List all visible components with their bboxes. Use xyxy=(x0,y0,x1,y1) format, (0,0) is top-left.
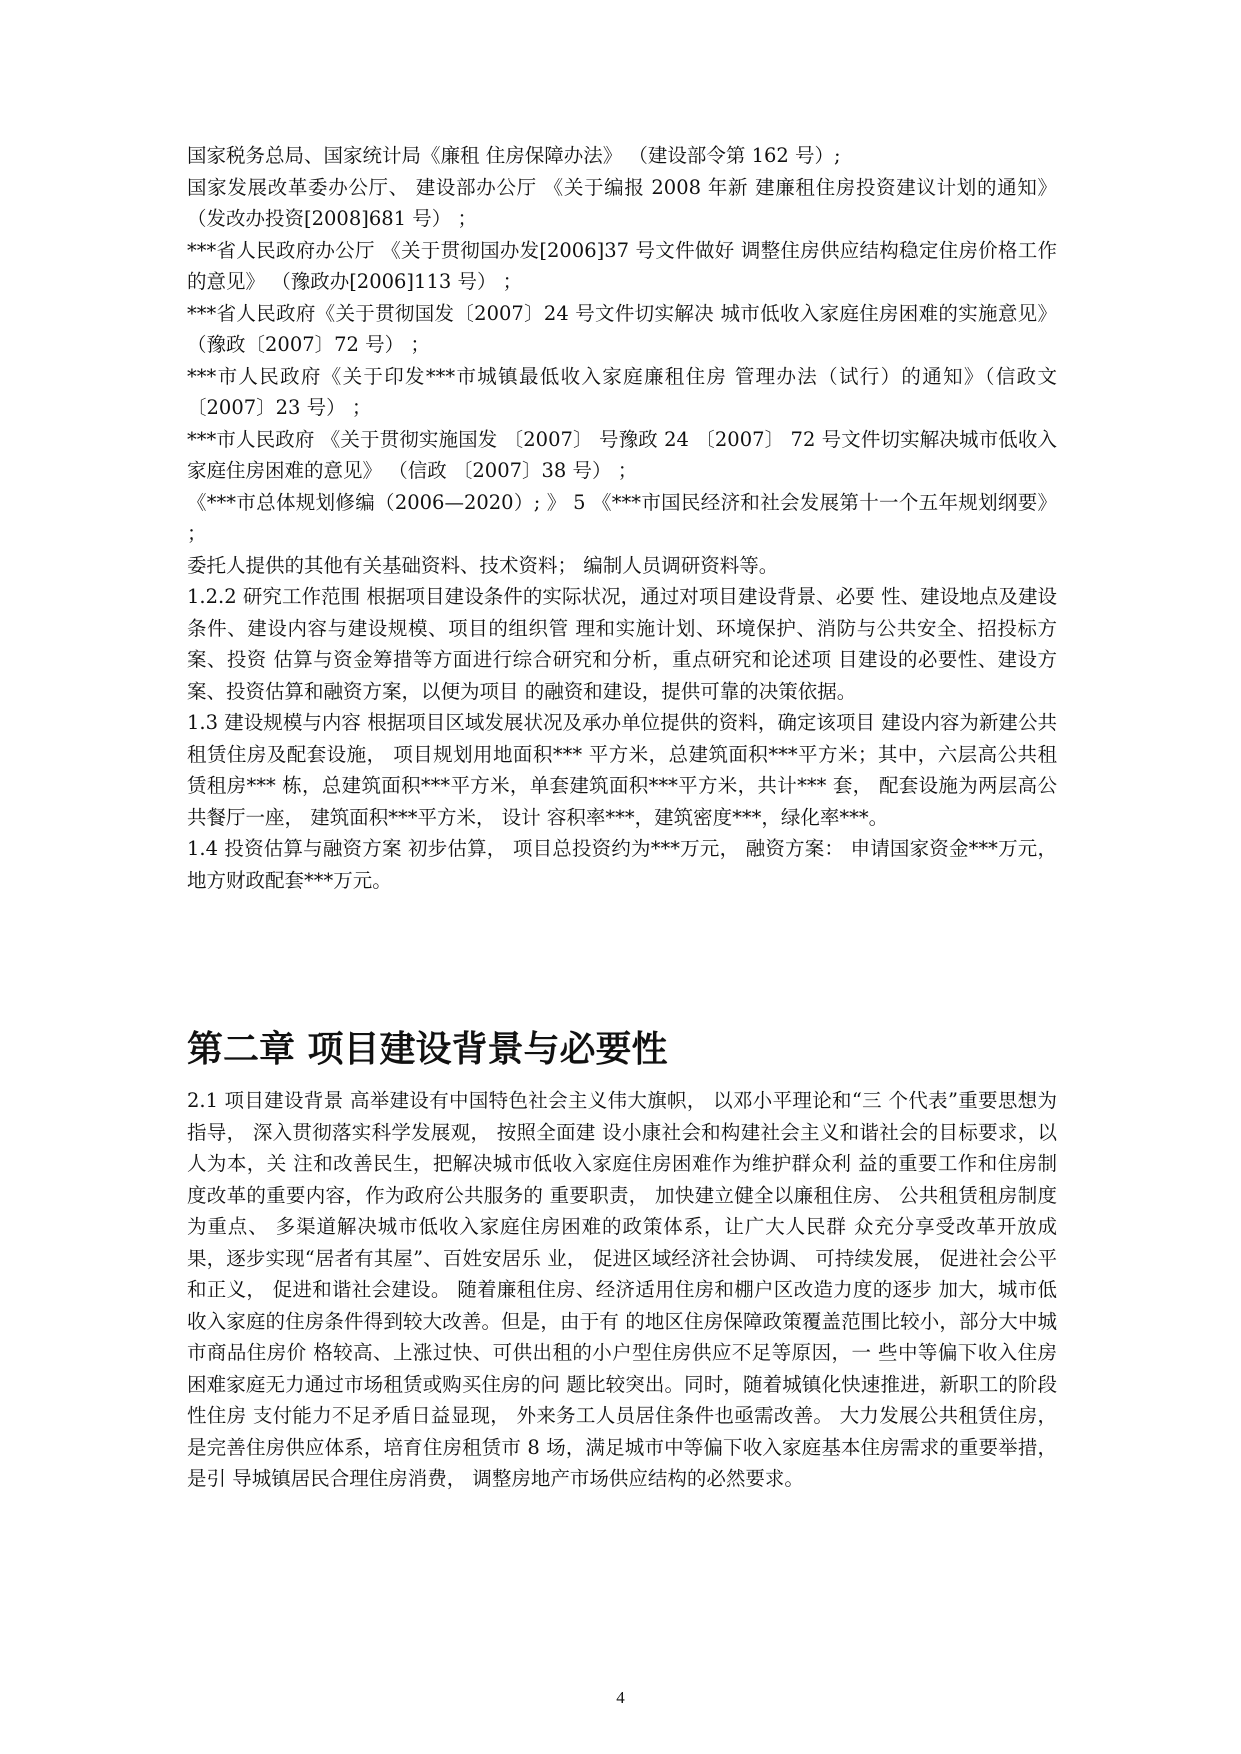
chapter-title: 第二章 项目建设背景与必要性 xyxy=(187,1029,668,1070)
section-paragraph-2-1: 2.1 项目建设背景 高举建设有中国特色社会主义伟大旗帜， 以邓小平理论和“三 个代表”重要思想为指导， 深入贯彻落实科学发展观， 按照全面建 设小康社会和构建社会主义和谐社会的目标要求，以人为本，关 注和改善民生，把解决城市低收入家庭住房困难作为维护群众利 益的重要工作和住房制度改革的重要内容，作为政府公共服务的 重要职责， 加快建立健全以廉租住房、 公共租赁租房制度为重点、 多渠道解决城市低收入家庭住房困难的政策体系，让广大人民群 众充分享受改革开放成果，逐步实现“居者有其屋”、百姓安居乐 业， 促进区域经济社会协调、 可持续发展， 促进社会公平和正义， 促进和谐社会建设。 随着廉租住房、经济适用住房和棚户区改造力度的逐步 加大，城市低收入家庭的住房条件得到较大改善。但是，由于有 的地区住房保障政策覆盖范围比较小，部分大中城市商品住房价 格较高、上涨过快、可供出租的小户型住房供应不足等原因，一 些中等偏下收入住房困难家庭无力通过市场租赁或购买住房的问 题比较突出。同时，随着城镇化快速推进，新职工的阶段性住房 支付能力不足矛盾日益显现， 外来务工人员居住条件也亟需改善。 大力发展公共租赁住房，是完善住房供应体系，培育住房租赁市 8 场，满足城市中等偏下收入家庭基本住房需求的重要举措，是引 导城镇居民合理住房消费， 调整房地产市场供应结构的必然要求。 xyxy=(187,1089,1057,1490)
reference-item: 委托人提供的其他有关基础资料、技术资料； 编制人员调研资料等。 xyxy=(187,553,779,577)
chapter-body-block xyxy=(187,1085,1057,1495)
reference-item: 国家税务总局、国家统计局《廉租 住房保障办法》 （建设部令第 162 号）; xyxy=(187,144,841,167)
reference-item: ***省人民政府办公厅 《关于贯彻国办发[2006]37 号文件做好 调整住房供应结构稳定住房价格工作的意见》 （豫政办[2006]113 号） ； xyxy=(187,238,1057,293)
body-text-block xyxy=(187,140,1057,896)
section-paragraph-1-4: 1.4 投资估算与融资方案 初步估算， 项目总投资约为***万元， 融资方案： 申请国家资金***万元，地方财政配套***万元。 xyxy=(187,837,1057,892)
reference-item: ***省人民政府《关于贯彻国发〔2007〕24 号文件切实解决 城市低收入家庭住房困难的实施意见》 （豫政〔2007〕72 号） ； xyxy=(187,301,1057,356)
reference-item: 《***市总体规划修编（2006—2020）; 》 5 《***市国民经济和社会发展第十一个五年规划纲要》 ； xyxy=(187,490,1057,545)
reference-item: 国家发展改革委办公厅、 建设部办公厅 《关于编报 2008 年新 建廉租住房投资建议计划的通知》 （发改办投资[2008]681 号） ； xyxy=(187,175,1057,230)
page-number: 4 xyxy=(616,1688,625,1707)
section-paragraph-1-2-2: 1.2.2 研究工作范围 根据项目建设条件的实际状况，通过对项目建设背景、必要 性、建设地点及建设条件、建设内容与建设规模、项目的组织管 理和实施计划、环境保护、消防与公共安全、招投标方案、投资 估算与资金筹措等方面进行综合研究和分析，重点研究和论述项 目建设的必要性、建设方案、投资估算和融资方案，以便为项目 的融资和建设，提供可靠的决策依据。 xyxy=(187,585,1057,703)
reference-item: ***市人民政府《关于印发***市城镇最低收入家庭廉租住房 管理办法（试行）的通知》（信政文〔2007〕23 号） ； xyxy=(187,364,1057,419)
section-paragraph-1-3: 1.3 建设规模与内容 根据项目区域发展状况及承办单位提供的资料，确定该项目 建设内容为新建公共租赁住房及配套设施， 项目规划用地面积*** 平方米，总建筑面积***平方米；其中，六层高公共租赁租房*** 栋，总建筑面积***平方米，单套建筑面积***平方米，共计*** 套， 配套设施为两层高公共餐厅一座， 建筑面积***平方米， 设计 容积率***，建筑密度***，绿化率***。 xyxy=(187,711,1057,829)
reference-item: ***市人民政府 《关于贯彻实施国发 〔2007〕 号豫政 24 〔2007〕 72 号文件切实解决城市低收入家庭住房困难的意见》 （信政 〔2007〕38 号） ； xyxy=(187,427,1057,482)
